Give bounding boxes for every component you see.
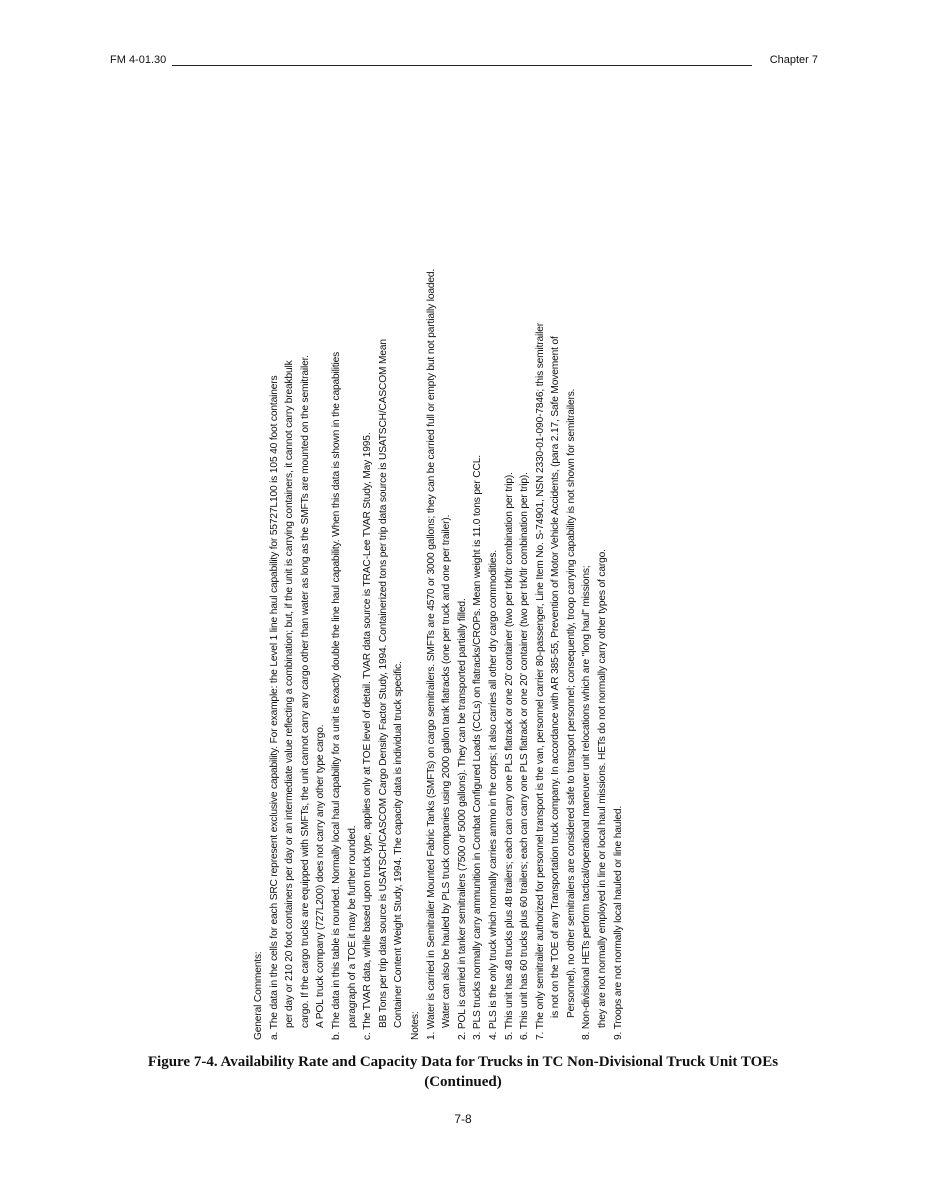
general-comments-heading: General Comments: (253, 951, 264, 1040)
rotated-notes-block (250, 180, 680, 1040)
caption-line-2: (Continued) (424, 1074, 502, 1090)
note-line: is not on the TOE of any Transportation truck company. In accordance with AR 385-55, Prevention of Motor Vehicle Accidents, (para 2.17, Safe Movement of (550, 336, 562, 1018)
running-header (110, 54, 818, 70)
note-line: Water can also be hauled by PLS truck companies using 2000 gallon tank flatracks (one per truck and one per trailer). (441, 514, 453, 1028)
header-chapter: Chapter 7 (769, 54, 818, 66)
header-rule (172, 65, 752, 66)
rotated-notes-area (250, 180, 680, 1040)
general-comment-line: BB Tons per trip data source is USATSCH/CASCOM Cargo Density Factor Study, 1994. Containerized tons per trip data source is USATSCH/CASCOM Mean (377, 339, 389, 1028)
caption-line-1: Figure 7-4. Availability Rate and Capacity Data for Trucks in TC Non-Divisional Truck Unit TOEs (147, 1054, 779, 1070)
note-line: they are not normally employed in line or local haul missions. HETs do not normally carry other types of cargo. (597, 549, 609, 1028)
general-comment-line: b. The data in this table is rounded. Normally local haul capability for a unit is exactly double the line haul capability. When this data is shown in the capabilities (330, 351, 342, 1040)
note-line: 3. PLS trucks normally carry ammunition in Combat Configured Loads (CCLs) on flatracks/CROPs. Mean weight is 11.0 tons per CCL. (472, 455, 484, 1040)
note-line: 4. PLS is the only truck which normally carries ammo in the corps; it also carries all other dry cargo commodities. (487, 549, 499, 1040)
note-line: 6. This unit has 60 trucks plus 60 trailers; each can carry one PLS flatrack or one 20' container (two per trk/tlr combination per trip). (519, 472, 531, 1040)
general-comment-line: Container Content Weight Study, 1994. The capacity data is individual truck specific. (393, 661, 405, 1028)
general-comment-line: A POL truck company (727L200) does not carry any other type cargo. (315, 724, 327, 1028)
general-comment-line: per day or 210 20 foot containers per day or an intermediate value reflecting a combination; but, if the unit is carrying containers, it cannot carry breakbulk (284, 360, 296, 1028)
note-line: 5. This unit has 48 trucks plus 48 trailers; each can carry one PLS flatrack or one 20' container (two per trk/tlr combination per trip). (503, 472, 515, 1040)
general-comment-line: a. The data in the cells for each SRC represent exclusive capability. For example: the Level 1 line haul capability for 55727L100 is 105 40 foot containers (268, 375, 280, 1040)
notes-heading: Notes: (409, 1011, 421, 1040)
note-line: 7. The only semitrailer authorized for personnel transport is the van, personnel carrier 80-passenger, Line Item No. S-74901, NSN 2330-01-090-7846; this semitrailer (534, 322, 546, 1040)
note-line: 8. Non-divisional HETs perform tactical/operational maneuver unit relocations which are "long haul" missions; (581, 565, 593, 1040)
note-line: 1. Water is carried in Semitrailer Mounted Fabric Tanks (SMFTs) on cargo semitrailers. SMFTs are 4570 or 3000 gallons; they can be carried full or empty but not partially loaded. (425, 268, 437, 1040)
header-manual-id: FM 4-01.30 (110, 54, 167, 66)
general-comment-line: cargo. If the cargo trucks are equipped with SMFTs, the unit cannot carry any cargo other than water as long as the SMFTs are mounted on the semitrailer. (299, 355, 311, 1028)
note-line: 9. Troops are not normally local hauled or line hauled. (612, 805, 624, 1040)
note-line: 2. POL is carried in tanker semitrailers (7500 or 5000 gallons). They can be transported partially filled. (456, 598, 468, 1040)
figure-caption (100, 1052, 826, 1092)
general-comment-line: c. The TVAR data, while based upon truck type, applies only at TOE level of detail. TVAR data source is TRAC-Lee TVAR Study, May 1995. (362, 432, 374, 1040)
general-comments-list (267, 180, 407, 1040)
note-line: Personnel), no other semitrailers are considered safe to transport personnel; consequently, troop carrying capability is not shown for semitrailers. (565, 388, 577, 1018)
general-comment-line: paragraph of a TOE it may be further rounded. (346, 825, 358, 1028)
notes-list (424, 180, 627, 1040)
page-number: 7-8 (454, 1112, 472, 1126)
